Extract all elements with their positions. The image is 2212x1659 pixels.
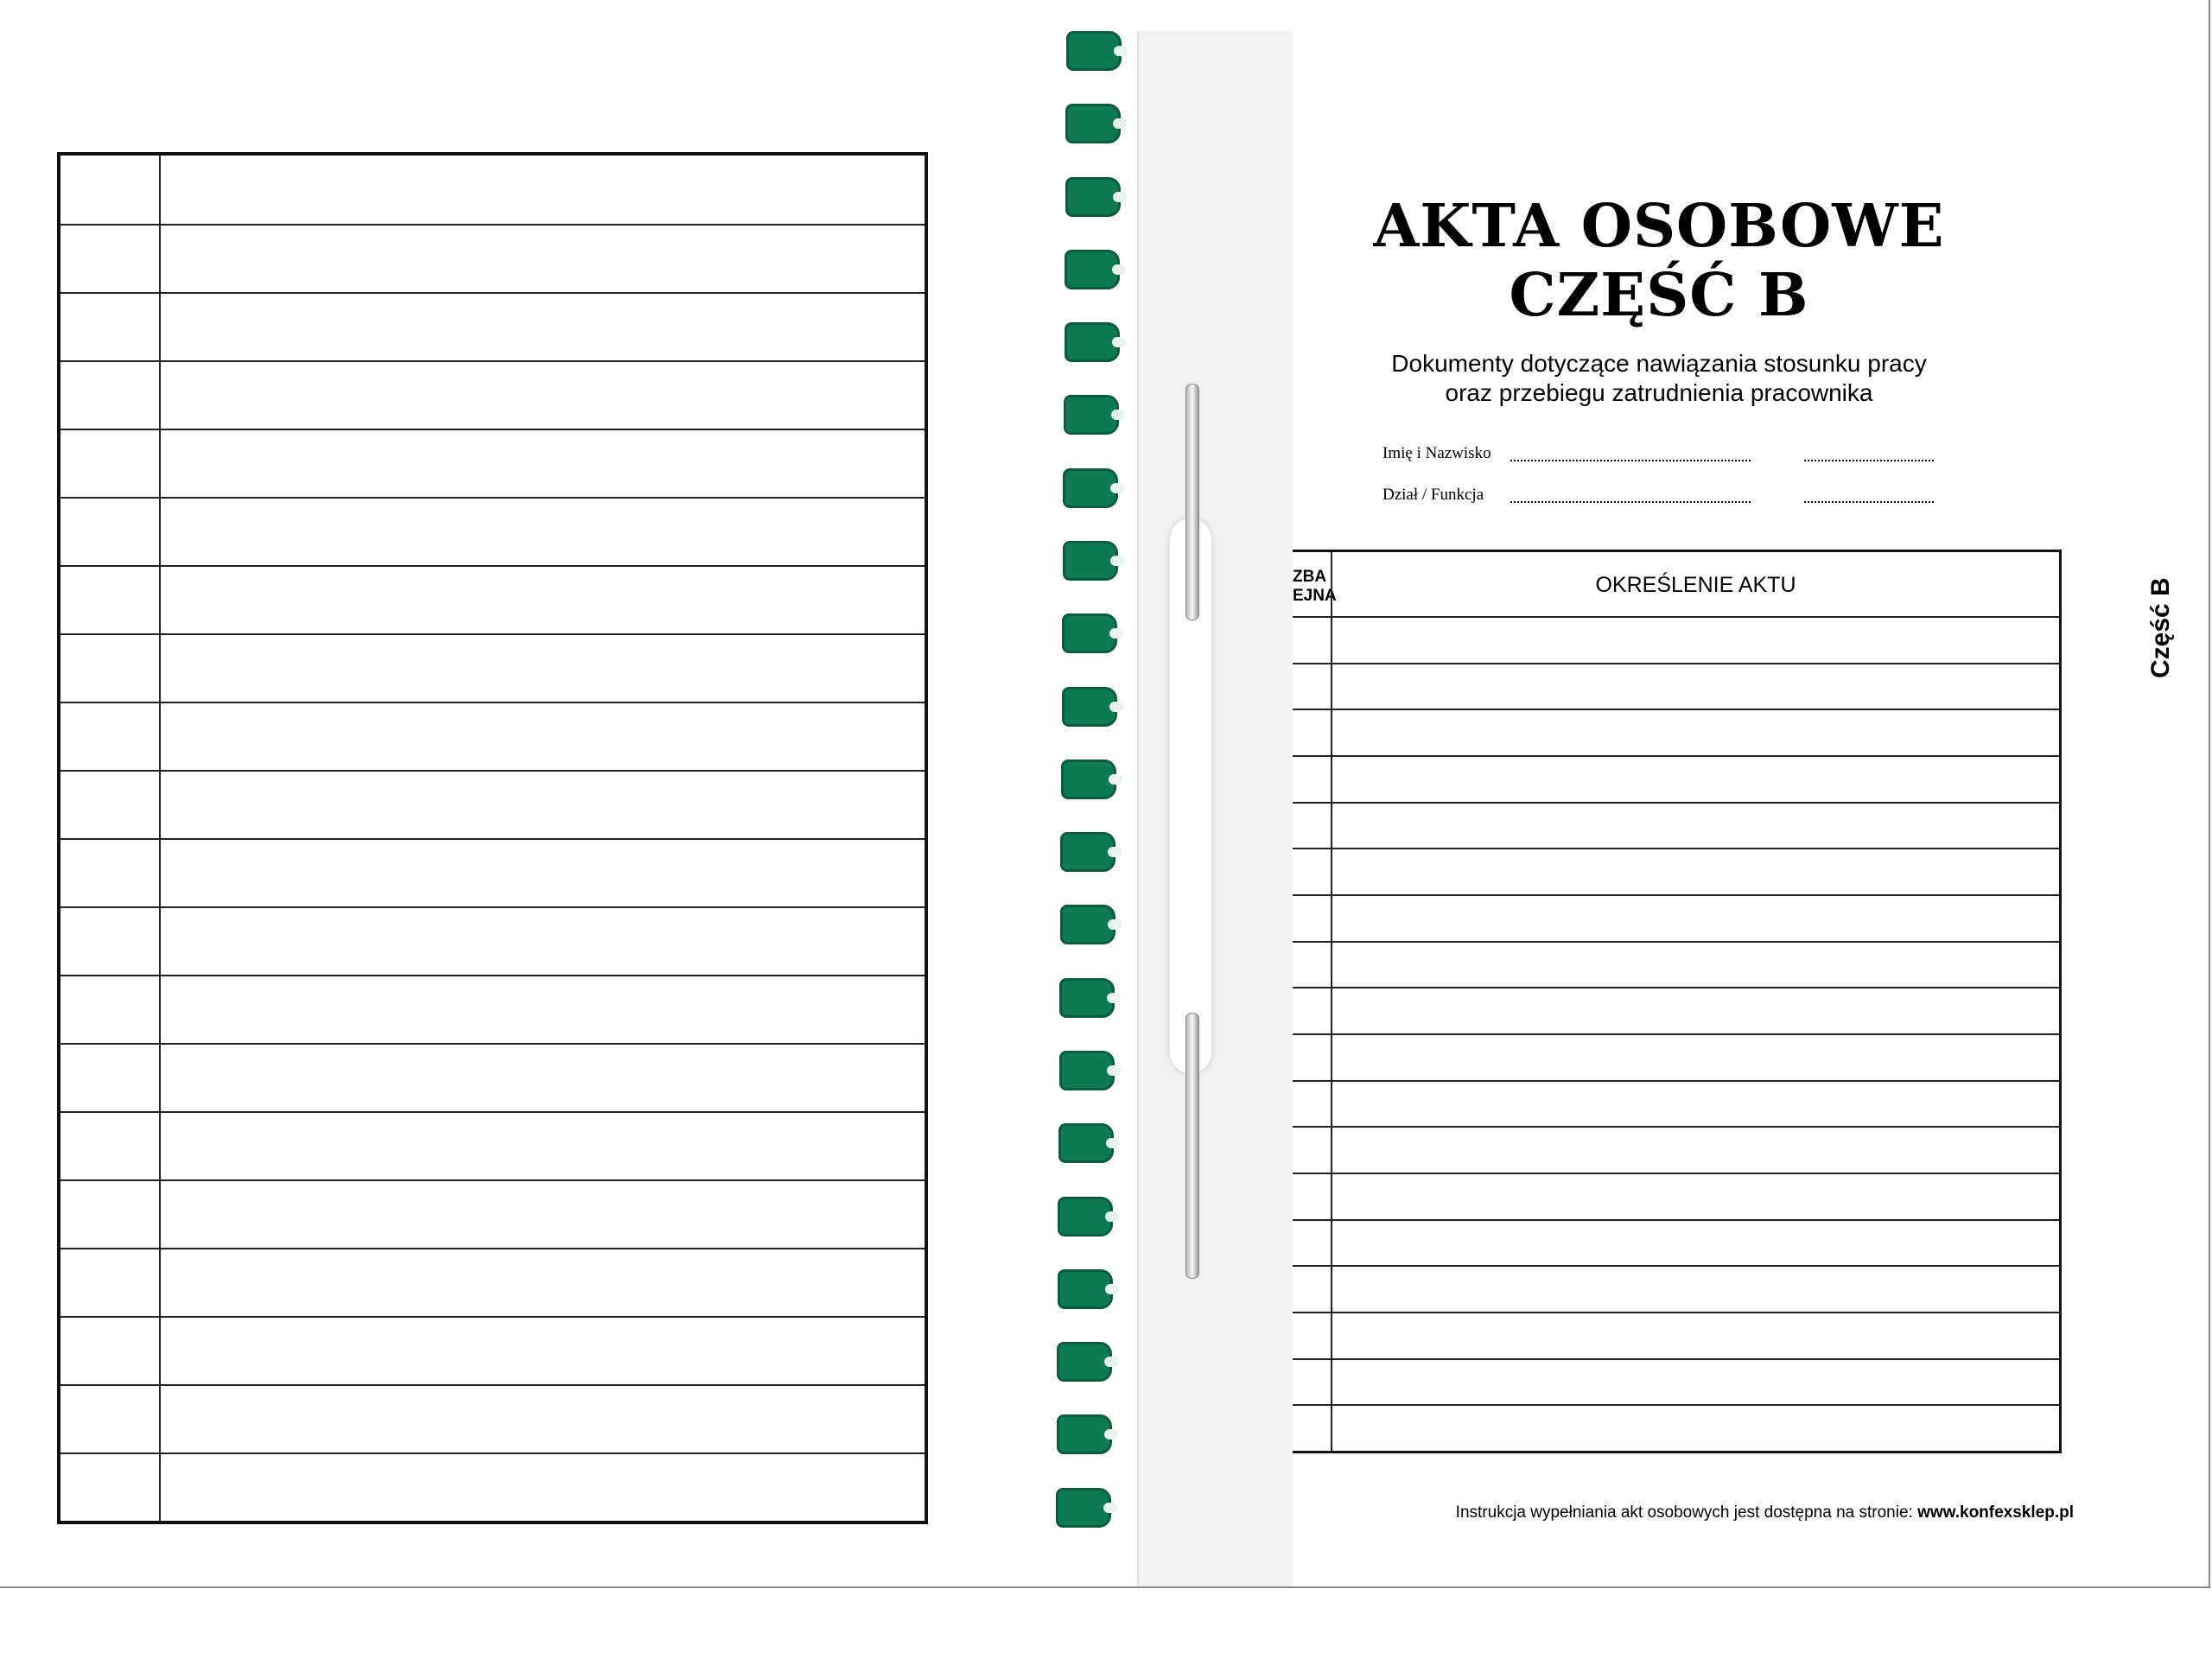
name-field-line-extra[interactable] (1804, 460, 1934, 461)
register-row-line (1293, 987, 2059, 988)
register-row-line (1293, 1265, 2059, 1267)
register-row-line (1293, 802, 2059, 804)
register-row-line (1293, 1358, 2059, 1360)
subtitle-line-1: Dokumenty dotyczące nawiązania stosunku pracy (1391, 350, 1927, 377)
binding-coil (1059, 1051, 1115, 1090)
binding-coil (1063, 541, 1118, 581)
binding-coil (1057, 1414, 1112, 1454)
act-register-table (1293, 550, 2062, 1453)
register-row-line (1293, 848, 2059, 849)
binding-coil (1064, 395, 1119, 435)
register-row-line (1293, 894, 2059, 896)
column-header-act: OKREŚLENIE AKTU (1595, 573, 1796, 597)
footer-note (1391, 1503, 2074, 1522)
ledger-row-line (60, 292, 925, 294)
binding-coil (1062, 687, 1117, 727)
binding-coil (1063, 468, 1118, 508)
ledger-row-line (60, 360, 925, 362)
dept-field-line[interactable] (1510, 501, 1751, 503)
binding-coil (1058, 1269, 1113, 1309)
page-title (1296, 192, 2022, 330)
binding-coil (1058, 1123, 1114, 1163)
binding-coil (1065, 250, 1120, 289)
register-row-line (1293, 1080, 2059, 1082)
ledger-row-line (60, 497, 925, 499)
title-line-1: AKTA OSOBOWE (1373, 192, 1945, 261)
register-row-line (1293, 1219, 2059, 1221)
ledger-row-line (60, 1384, 925, 1386)
ledger-row-line (60, 702, 925, 703)
binding-coil (1065, 177, 1121, 217)
spiral-binding-icon (1054, 26, 1132, 1590)
page-subtitle (1296, 349, 2022, 408)
footer-link[interactable]: www.konfexsklep.pl (1917, 1503, 2074, 1522)
subtitle-line-2: oraz przebiegu zatrudnienia pracownika (1445, 379, 1873, 406)
register-row-line (1293, 755, 2059, 757)
side-label-text: Część B (2146, 577, 2175, 678)
title-line-2: CZĘŚĆ B (1509, 261, 1809, 330)
register-row-line (1293, 941, 2059, 943)
binding-coil (1057, 1342, 1112, 1382)
ledger-row-line (60, 906, 925, 908)
register-row-line (1293, 663, 2059, 664)
ledger-row-line (60, 1043, 925, 1045)
name-field-line[interactable] (1510, 460, 1751, 461)
register-row-line (1293, 1033, 2059, 1035)
binding-coil (1060, 832, 1116, 872)
dept-field-line-extra[interactable] (1804, 501, 1934, 503)
binding-coil (1056, 1488, 1111, 1528)
register-row-line (1293, 1173, 2059, 1174)
left-ledger-table (57, 152, 928, 1524)
binding-coil (1060, 905, 1116, 944)
ledger-row-line (60, 565, 925, 567)
name-field-label: Imię i Nazwisko (1382, 444, 1491, 462)
register-column-divider (1331, 552, 1332, 1451)
fastener-prong-top (1185, 384, 1199, 620)
register-row-line (1293, 709, 2059, 710)
dept-field-label: Dział / Funkcja (1382, 486, 1484, 504)
ledger-row-line (60, 1452, 925, 1454)
column-header-number-line-1: ZBA (1293, 568, 1327, 586)
ledger-row-line (60, 633, 925, 635)
ledger-row-line (60, 770, 925, 772)
binding-coil (1066, 31, 1122, 71)
binding-coil (1061, 760, 1116, 799)
ledger-row-line (60, 838, 925, 840)
column-header-number-line-2: EJNA (1293, 587, 1337, 605)
binding-coil (1065, 104, 1121, 143)
register-row-line (1293, 1126, 2059, 1128)
ledger-row-line (60, 1248, 925, 1249)
ledger-row-line (60, 429, 925, 430)
register-row-line (1293, 1312, 2059, 1313)
ledger-row-line (60, 1179, 925, 1181)
binding-coil (1065, 322, 1120, 362)
register-header-line (1293, 616, 2059, 618)
ledger-row-line (60, 975, 925, 976)
ledger-row-line (60, 1111, 925, 1113)
binding-coil (1062, 613, 1117, 653)
binding-coil (1059, 978, 1115, 1018)
fastener-prong-bottom (1185, 1013, 1199, 1279)
ledger-row-line (60, 224, 925, 226)
binder-strip (1137, 31, 1293, 1586)
footer-text: Instrukcja wypełniania akt osobowych jest dostępna na stronie: (1455, 1503, 1918, 1522)
register-row-line (1293, 1404, 2059, 1406)
binding-coil (1058, 1197, 1113, 1236)
ledger-row-line (60, 1316, 925, 1318)
column-header-number (1293, 568, 1337, 606)
